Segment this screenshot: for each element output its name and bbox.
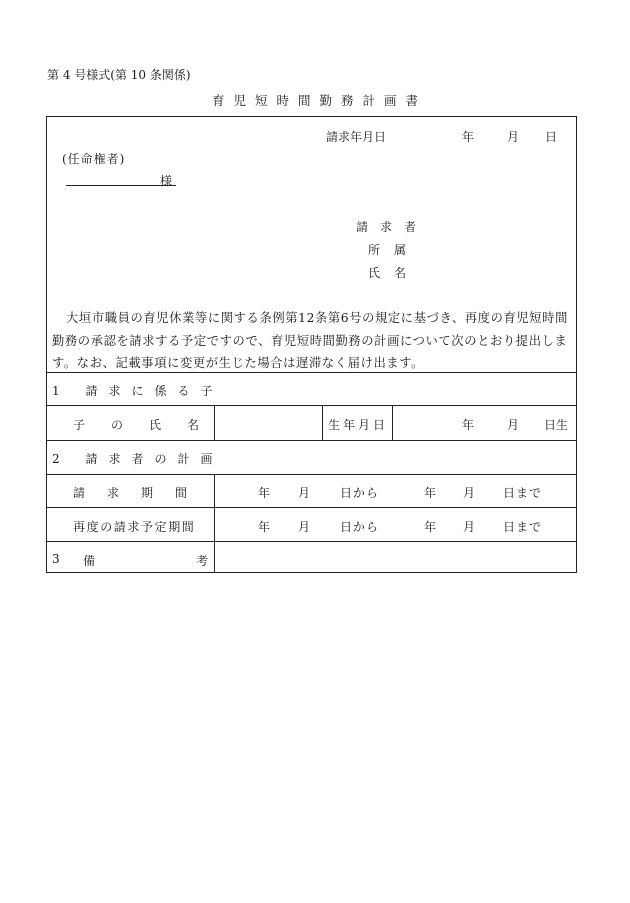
department-label: 所属 [368, 243, 421, 257]
divider-s1-title [46, 405, 577, 406]
re-period-end-year: 年 [424, 520, 437, 534]
column-divider-birth-value [392, 405, 393, 440]
appointer-label: (任命権者) [62, 152, 126, 166]
period-start-year: 年 [258, 486, 271, 500]
name-label: 氏名 [368, 266, 421, 280]
remarks-label-first: 備 [83, 554, 96, 568]
requester-label: 請求者 [356, 220, 429, 234]
re-period-end-month: 月 [463, 520, 476, 534]
re-period-start-month: 月 [298, 520, 311, 534]
section2-title: 2 請求者の計画 [52, 452, 224, 466]
intro-paragraph: 大垣市職員の育児休業等に関する条例第12条第6号の規定に基づき、再度の育児短時間勤務の承認を請求する予定ですので、育児短時間勤務の計画について次のとおり提出します。なお、記載事項に変更が生じた場合は遅滞なく届け出ます。 [52, 311, 568, 370]
divider-child-row [46, 440, 577, 441]
birth-month-unit: 月 [507, 418, 520, 432]
birthdate-label: 生年月日 [328, 418, 389, 432]
column-divider-name-birth [322, 405, 323, 440]
section1-title: 1 請求に係る子 [52, 384, 224, 398]
divider-period-row [46, 507, 577, 508]
request-date-label: 請求年月日 [326, 130, 387, 144]
period-end-month: 月 [463, 486, 476, 500]
re-period-start-year: 年 [258, 520, 271, 534]
request-date-month: 月 [507, 130, 520, 144]
divider-s2-title [46, 474, 577, 475]
column-divider-period [214, 474, 215, 541]
re-period-start-day: 日から [340, 520, 380, 534]
period-end-day: 日まで [503, 486, 543, 500]
divider-re-period-row [46, 541, 577, 542]
period-start-month: 月 [298, 486, 311, 500]
request-date-year: 年 [462, 130, 475, 144]
remarks-label-second: 考 [196, 554, 209, 568]
child-name-label: 子の氏名 [73, 418, 226, 432]
column-divider-remarks [214, 541, 215, 573]
re-period-label: 再度の請求予定期間 [73, 520, 196, 534]
section3-number: 3 [52, 552, 60, 566]
period-label: 請求期間 [73, 486, 210, 500]
period-end-year: 年 [424, 486, 437, 500]
birth-year-unit: 年 [462, 418, 475, 432]
document-title: 育児短時間勤務計画書 [211, 93, 427, 108]
form-number: 第 4 号様式(第 10 条関係) [47, 68, 191, 82]
birth-day-unit: 日生 [544, 418, 569, 432]
addressee-honorific: 様 [160, 174, 173, 188]
period-start-day: 日から [340, 486, 380, 500]
request-date-day: 日 [545, 130, 558, 144]
re-period-end-day: 日まで [503, 520, 543, 534]
